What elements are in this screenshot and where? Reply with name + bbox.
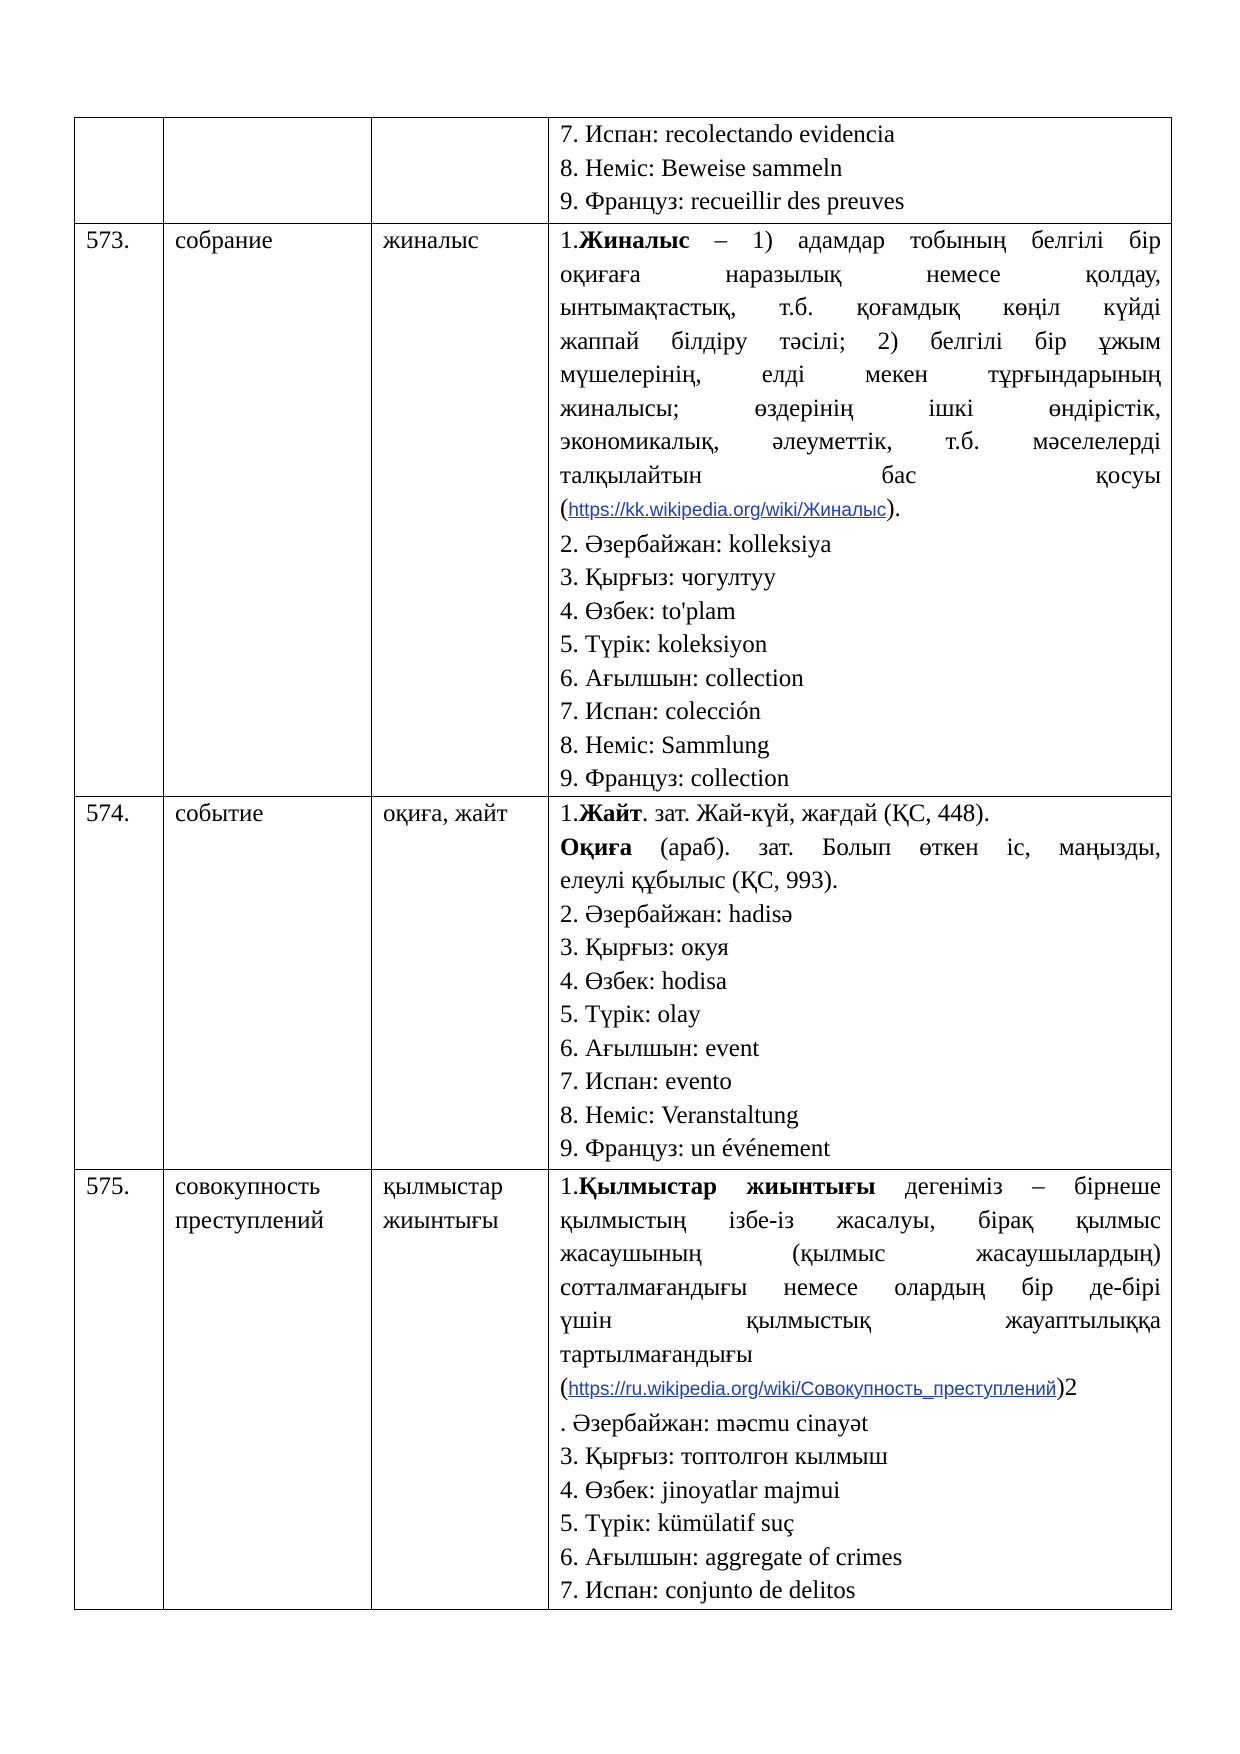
kazakh-term-cell [372, 118, 549, 224]
definition-text: (араб). зат. Болып өткен іс, маңызды, [632, 833, 1161, 861]
definition-term: Қылмыстар жиынтығы [578, 1173, 876, 1200]
translation-line: 8. Неміс: Veranstaltung [560, 1101, 799, 1129]
translation-line: 9. Француз: un événement [560, 1135, 831, 1162]
wikipedia-link[interactable]: https://ru.wikipedia.org/wiki/Совокупность_преступлений [568, 1379, 1057, 1400]
definition-text: – 1) адамдар тобының белгілі бір [689, 227, 1161, 254]
translation-line: 8. Неміс: Sammlung [560, 731, 770, 759]
translation-line: 6. Ағылшын: collection [560, 664, 804, 692]
translation-line: 7. Испан: colección [560, 698, 761, 725]
definition-text: . зат. Жай-күй, жағдай (ҚС, 448). [642, 800, 990, 827]
translation-line: 4. Өзбек: jinoyatlar majmui [560, 1476, 841, 1504]
wikipedia-link[interactable]: https://kk.wikipedia.org/wiki/Жиналыс [568, 500, 887, 521]
translation-line: 5. Түрік: olay [560, 1001, 701, 1028]
translation-line: 9. Француз: collection [560, 765, 790, 792]
translation-line: 3. Қырғыз: топтолгон кылмыш [560, 1443, 888, 1470]
kazakh-term-cell: оқиға, жайт [372, 797, 549, 1170]
definition-line: оқиғаға наразылық немесе қолдау, [560, 260, 1161, 288]
russian-term-cell: собрание [164, 224, 372, 797]
definition-line: сотталмағандығы немесе олардың бір де-бірі [560, 1273, 1161, 1301]
translation-line: 8. Неміс: Beweise sammeln [560, 154, 843, 182]
definition-line: экономикалық, әлеуметтік, т.б. мәселелерді [560, 428, 1161, 455]
kazakh-term-line: жиынтығы [383, 1206, 499, 1234]
translation-line: 5. Түрік: kümülatif suç [560, 1510, 795, 1537]
number-cell: 574. [75, 797, 164, 1170]
translation-line: 7. Испан: recolectando evidencia [560, 121, 895, 148]
definition-line: жасаушының (қылмыс жасаушылардың) [560, 1240, 1161, 1267]
definition-line: талқылайтын бас қосуы [560, 461, 1161, 489]
translation-cell [549, 224, 1172, 797]
translation-line: 4. Өзбек: hodisa [560, 967, 728, 995]
table-row [75, 797, 1172, 1170]
definition-line [560, 797, 1161, 831]
source-line [560, 1371, 1161, 1407]
definition-line: елеулі құбылыс (ҚС, 993). [560, 867, 839, 894]
translation-line: 3. Қырғыз: чогултуу [560, 564, 776, 591]
definition-prefix: 1. [560, 1173, 579, 1200]
translation-line: 6. Ағылшын: aggregate of crimes [560, 1543, 903, 1571]
kazakh-term-line: қылмыстар [383, 1173, 503, 1200]
definition-prefix: 1. [560, 227, 579, 254]
definition-line [560, 224, 1161, 258]
translation-line: 5. Түрік: koleksiyon [560, 631, 768, 658]
translation-cell [549, 797, 1172, 1170]
definition-line: үшін қылмыстық жауаптылыққа [560, 1307, 1161, 1334]
definition-term: Оқиға [560, 833, 633, 861]
paren-open: ( [560, 1374, 569, 1401]
definition-term: Жиналыс [578, 227, 690, 254]
translation-line: 3. Қырғыз: окуя [560, 934, 729, 961]
glossary-table [74, 117, 1172, 1610]
russian-term-line: преступлений [175, 1206, 324, 1234]
number-cell: 575. [75, 1170, 164, 1610]
russian-term-line: совокупность [175, 1173, 321, 1200]
paren-close: ). [886, 495, 901, 522]
definition-line [560, 831, 1161, 865]
translation-line: . Әзербайжан: məcmu cinayət [560, 1409, 869, 1437]
translation-line: 7. Испан: conjunto de delitos [560, 1577, 856, 1604]
definition-line: мүшелерінің, елді мекен тұрғындарының [560, 361, 1161, 388]
translation-line: 7. Испан: evento [560, 1068, 732, 1095]
number-cell [75, 118, 164, 224]
definition-line [560, 1170, 1161, 1204]
paren-open: ( [560, 495, 569, 522]
kazakh-term-cell [372, 1170, 549, 1610]
russian-term-cell: событие [164, 797, 372, 1170]
russian-term-cell [164, 1170, 372, 1610]
translation-cell [549, 1170, 1172, 1610]
paren-close: )2 [1056, 1374, 1078, 1401]
table-row [75, 1170, 1172, 1610]
definition-line: қылмыстың ізбе-із жасалуы, бірақ қылмыс [560, 1206, 1161, 1234]
number-cell: 573. [75, 224, 164, 797]
translation-cell [549, 118, 1172, 224]
source-line [560, 492, 1161, 528]
definition-line: жаппай білдіру тәсілі; 2) белгілі бір ұжым [560, 327, 1161, 355]
table-row [75, 118, 1172, 224]
translation-line: 6. Ағылшын: event [560, 1034, 760, 1062]
russian-term-cell [164, 118, 372, 224]
definition-term: Жайт [578, 800, 643, 827]
definition-line: ынтымақтастық, т.б. қоғамдық көңіл күйді [560, 294, 1161, 321]
definition-line: жиналысы; өздерінің ішкі өндірістік, [560, 394, 1161, 422]
definition-line: тартылмағандығы [560, 1340, 753, 1368]
translation-line: 9. Француз: recueillir des preuves [560, 188, 905, 215]
translation-line: 2. Әзербайжан: hadisə [560, 900, 793, 928]
table-row [75, 224, 1172, 797]
kazakh-term-cell: жиналыс [372, 224, 549, 797]
definition-prefix: 1. [560, 800, 579, 827]
translation-line: 4. Өзбек: to'plam [560, 597, 736, 625]
translation-line: 2. Әзербайжан: kolleksiya [560, 530, 832, 558]
definition-text: дегеніміз – бірнеше [875, 1173, 1161, 1200]
